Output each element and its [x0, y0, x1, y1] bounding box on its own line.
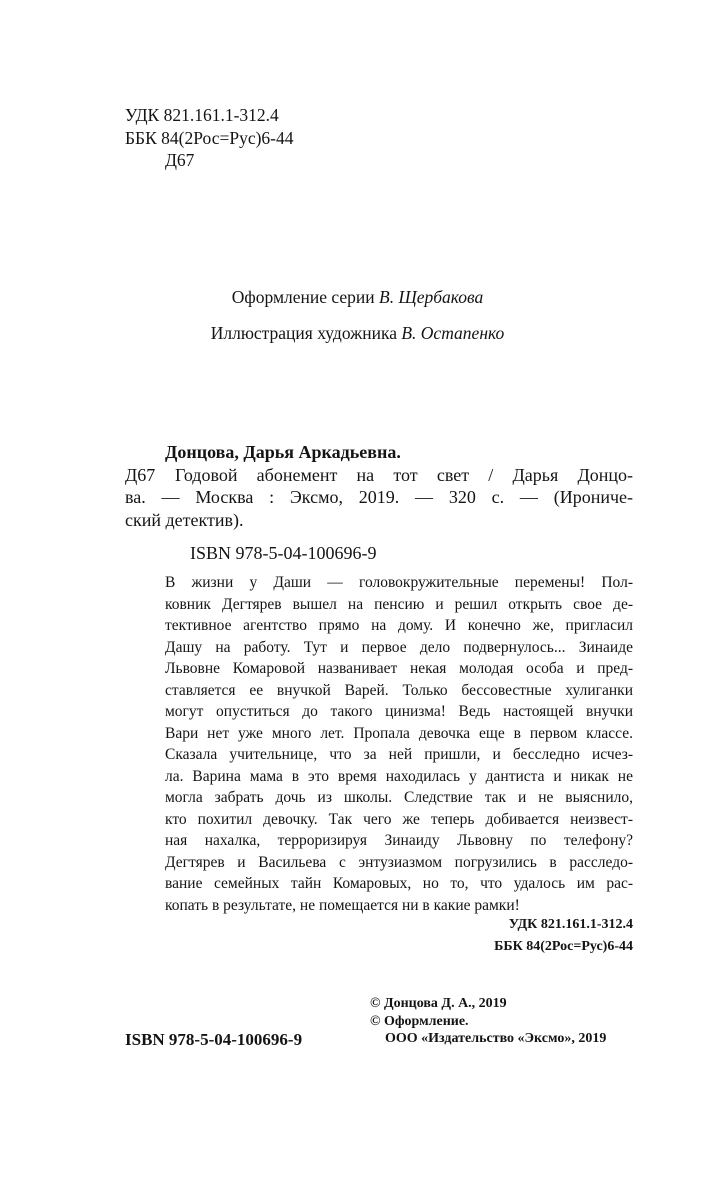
series-design-label: Оформление серии	[231, 287, 375, 307]
record-line: ский детектив).	[125, 509, 244, 530]
copyright-block	[370, 995, 606, 1048]
annotation-line: Вари нет уже много лет. Пропала девочка еще в первом классе.	[165, 724, 633, 742]
record-author-sign: Д67	[125, 464, 156, 485]
copyright-publisher: ООО «Издательство «Эксмо», 2019	[385, 1031, 607, 1046]
annotation-line: копать в результате, не помещается ни в какие рамки!	[165, 896, 520, 914]
annotation-line: могут опуститься до такого цинизма! Ведь настоящей внучки	[165, 703, 633, 720]
author-heading: Донцова, Дарья Аркадьевна.	[165, 442, 401, 462]
illustration-credit	[0, 322, 715, 344]
classification-codes-bottom	[300, 914, 633, 958]
classification-codes	[125, 104, 294, 172]
annotation-line: тективное агентство прямо на дому. И конечно же, пригласил	[165, 617, 633, 634]
series-design-name: В. Щербакова	[379, 287, 484, 307]
author-sign: Д67	[165, 150, 195, 170]
record-line: Годовой абонемент на тот свет / Дарья Донцо-	[175, 464, 633, 485]
bibliographic-record	[125, 441, 633, 531]
record-line: ва. — Москва : Эксмо, 2019. — 320 с. — (Ирониче-	[125, 487, 633, 507]
bbk-code-bottom: ББК 84(2Рос=Рус)6-44	[494, 939, 633, 954]
annotation-line: В жизни у Даши — головокружительные перемены! Пол-	[165, 574, 633, 591]
annotation-line: вание семейных тайн Комаровых, но то, что удалось им рас-	[165, 875, 633, 892]
annotation-line: Сказала учительнице, что за ней пришли, и бесследно исчез-	[165, 746, 633, 763]
isbn-record: ISBN 978-5-04-100696-9	[190, 543, 377, 563]
bbk-code: ББК 84(2Рос=Рус)6-44	[125, 127, 294, 148]
annotation-line: ковник Дегтярев вышел на пенсию и решил открыть свое де-	[165, 595, 633, 613]
udk-code-bottom: УДК 821.161.1-312.4	[508, 917, 633, 932]
annotation-line: Дашу на работу. Тут и первое дело подвернулось... Зинаиде	[165, 638, 633, 656]
title-line	[125, 464, 633, 487]
annotation-line: ла. Варина мама в это время находилась у дантиста и никак не	[165, 767, 633, 785]
annotation-line: ная нахалка, терроризируя Зинаиду Львовну по телефону?	[165, 832, 633, 849]
illustration-name: В. Остапенко	[401, 323, 505, 343]
copyright-design: © Оформление.	[370, 1013, 469, 1029]
copyright-author: © Донцова Д. А., 2019	[370, 996, 507, 1011]
annotation-line: Дегтярев и Васильева с энтузиазмом погрузились в расследо-	[165, 853, 633, 871]
udk-code: УДК 821.161.1-312.4	[125, 105, 279, 125]
annotation-line: кто похитил девочку. Так чего же теперь добивается неизвест-	[165, 810, 633, 828]
series-design-credit	[0, 286, 715, 308]
annotation-line: ставляется ее внучкой Варей. Только бессовестные хулиганки	[165, 681, 633, 699]
annotation-line: могла забрать дочь из школы. Следствие так и не выяснило,	[165, 789, 633, 806]
illustration-label: Иллюстрация художника	[210, 323, 397, 343]
annotation-line: Львовне Комаровой названивает некая молодая особа и пред-	[165, 660, 633, 677]
annotation	[165, 572, 633, 916]
isbn-bottom: ISBN 978-5-04-100696-9	[125, 1030, 303, 1049]
